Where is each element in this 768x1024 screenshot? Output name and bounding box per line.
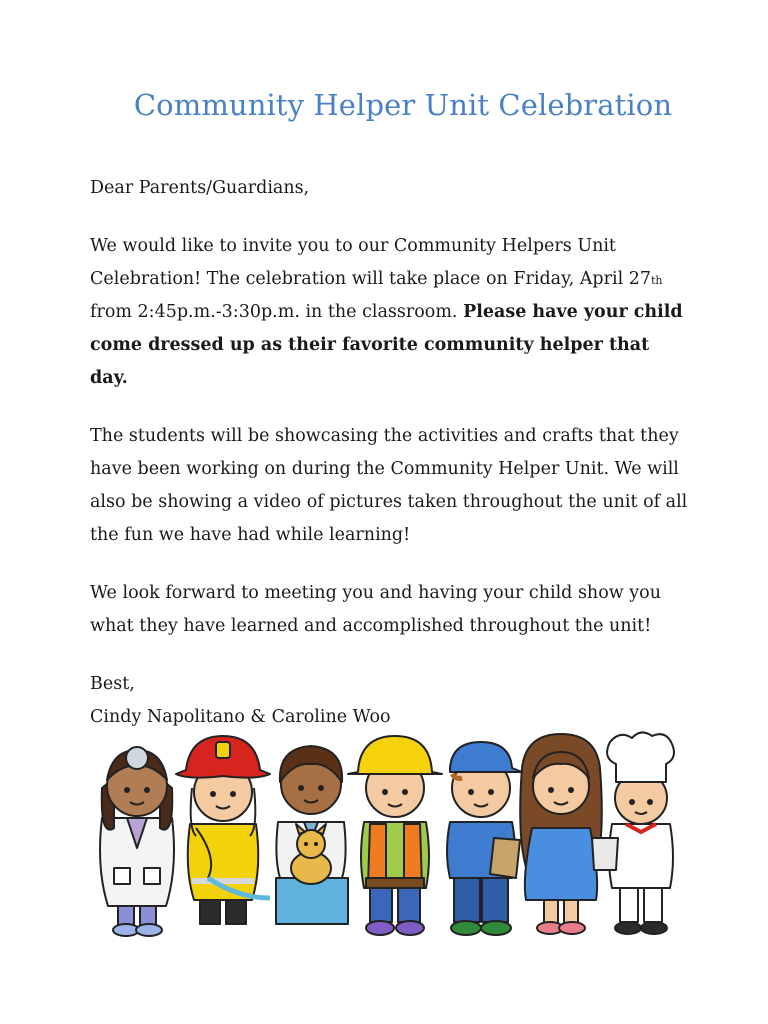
time-location-text: from 2:45p.m.-3:30p.m. in the classroom. [90,302,464,322]
chef-figure [592,732,674,934]
community-helpers-illustration [92,728,684,940]
signature: Cindy Napolitano & Caroline Woo [90,707,391,727]
doctor-figure [100,747,174,936]
paragraph-showcase: The students will be showcasing the activities and crafts that they have been working on during the Community Helper Unit. We will also be showing a video of pictures taken throughout the unit of all the fun we have had while learning! [90,426,688,545]
salutation: Dear Parents/Guardians, [90,178,310,198]
letter-title: Community Helper Unit Celebration [133,88,673,122]
hairdresser-figure [520,734,602,934]
ordinal-suffix: th [651,274,663,287]
paragraph-closing: We look forward to meeting you and having your child show you what they have learned and accomplished throughout the unit! [90,583,661,636]
closing-word: Best, [90,674,135,694]
paragraph-invitation [90,230,690,395]
firefighter-figure [176,736,270,924]
mail-carrier-figure [447,742,522,935]
dress-up-note: Please have your child come dressed up as their favorite community helper that day. [90,302,683,388]
veterinarian-figure [276,746,348,924]
invitation-text: We would like to invite you to our Community Helpers Unit Celebration! The celebration will take place on Friday, April 27 [90,236,652,289]
letter-body [90,172,690,734]
construction-worker-figure [348,736,442,935]
